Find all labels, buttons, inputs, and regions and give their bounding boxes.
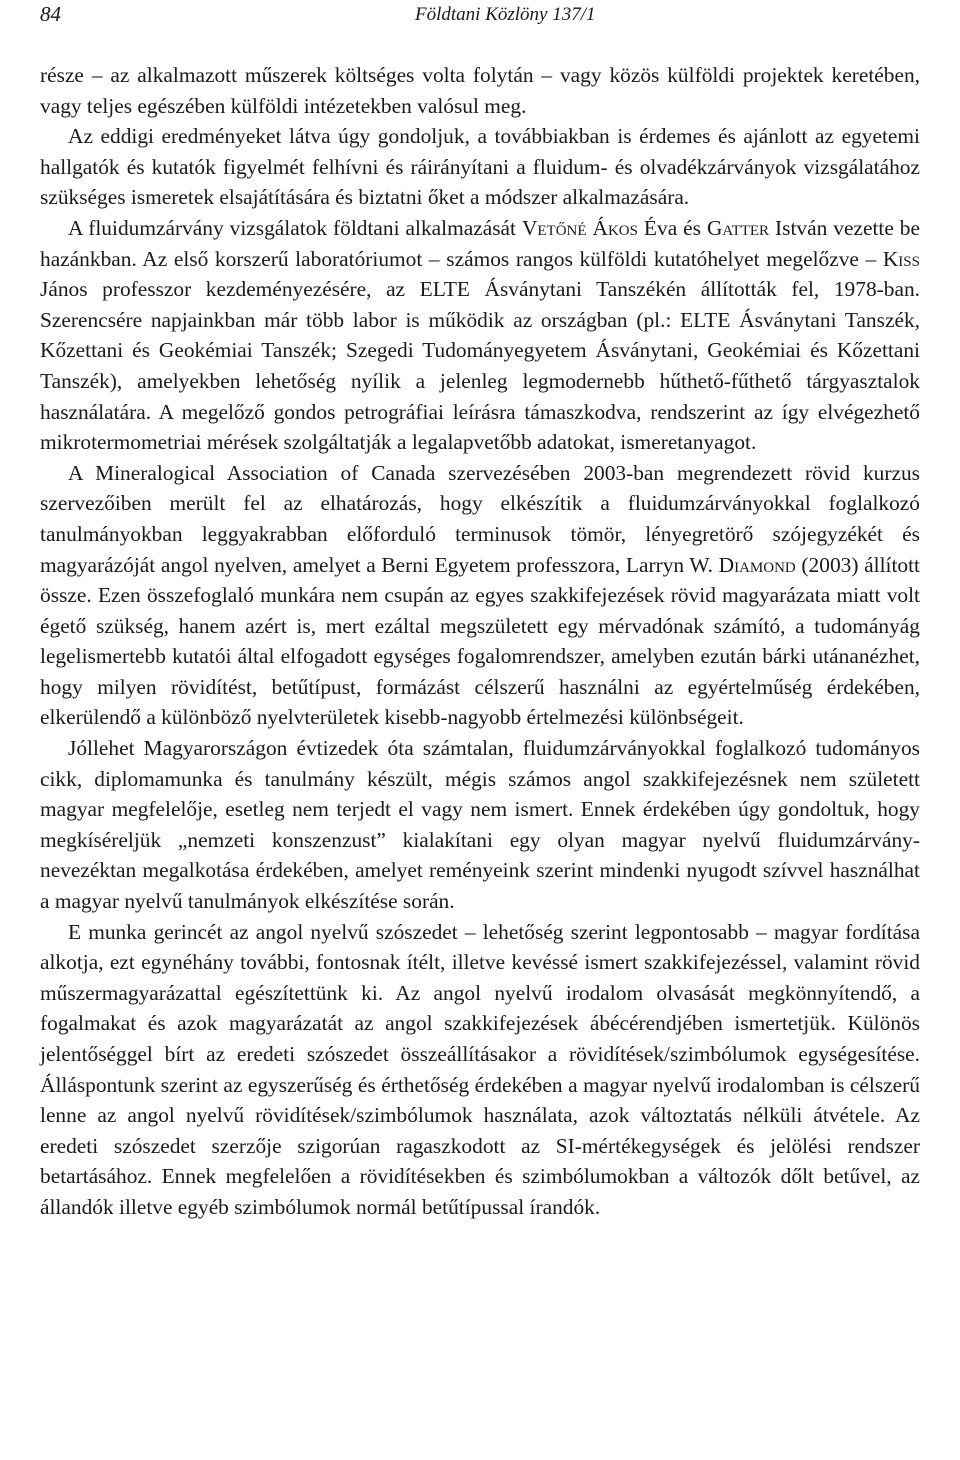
author-name-gatter: Gatter xyxy=(706,215,770,240)
paragraph-3 xyxy=(40,213,920,458)
page-number: 84 xyxy=(40,2,61,26)
paragraph-4 xyxy=(40,458,920,733)
paragraph-4-text-b: (2003) állított össze. Ezen összefoglaló munkára nem csupán az egyes szakkifejezések rövid magyarázata miatt volt égető szükség, hanem azért is, mert ezáltal megszületett egy mérvadónak számító, a tudományág legelismertebb kutatói által elfogadott egységes fogalomrendszer, amelyben ezután bárki utánanézhet, hogy milyen rövidítést, betűtípust, formázást célszerű használni az egyértelműség érdekében, elkerülendő a különböző nyelvterületek kisebb-nagyobb értelmezési különbségeit. xyxy=(40,552,920,730)
paragraph-3-text-b: Éva és xyxy=(637,215,707,240)
paragraph-2: Az eddigi eredményeket látva úgy gondoljuk, a továbbiakban is érdemes és ajánlott az egyetemi hallgatók és kutatók figyelmét felhívni és ráirányítani a fluidum- és olvadékzárványok vizsgálatához szükséges ismeretek elsajátítására és biztatni őket a módszer alkalmazására. xyxy=(40,124,920,210)
paragraph-1: része – az alkalmazott műszerek költséges volta folytán – vagy közös külföldi projektek keretében, vagy teljes egészében külföldi intézetekben valósul meg. xyxy=(40,63,920,118)
author-name-kiss: Kiss xyxy=(882,246,920,271)
paragraph-6: E munka gerincét az angol nyelvű szószedet – lehetőség szerint legpontosabb – magyar fordítása alkotja, ezt egynéhány további, fontosnak ítélt, illetve kevéssé ismert szakkifejezéssel, valamint rövid műszermagyarázattal egészítettünk ki. Az angol nyelvű irodalom olvasását megkönnyítendő, a fogalmakat és azok magyarázatát az angol szakkifejezések ábécérendjében ismertetjük. Különös jelentőséggel bírt az eredeti szószedet összeállításakor a rövidítések/szimbólumok egységesítése. Álláspontunk szerint az egyszerűség és érthetőség érdekében a magyar nyelvű irodalomban is célszerű lenne az angol nyelvű rövidítések/szimbólumok használata, azok változtatás nélküli átvétele. Az eredeti szószedet szerzője szigorúan ragaszkodott az SI-mértékegységek és jelölési rendszer betartásához. Ennek megfelelően a rövidítésekben és szimbólumokban a változók dőlt betűvel, az állandók illetve egyéb szimbólumok normál betűtípussal írandók. xyxy=(40,919,920,1219)
paragraph-4-text-a: A Mineralogical Association of Canada szervezésében 2003-ban megrendezett rövid kurzus szervezőiben merült fel az elhatározás, hogy elkészítik a fluidumzárványokkal foglalkozó tanulmányokban leggyakrabban előforduló terminusok tömör, lényegretörő szójegyzékét és magyarázóját angol nyelven, amelyet a Berni Egyetem professzora, Larryn W. xyxy=(40,460,920,577)
author-name-vetone-akos: Vetőné Ákos xyxy=(521,215,638,240)
paragraph-3-text-c: István vezette be hazánkban. Az első korszerű laboratóriumot – számos rangos külföldi kutatóhelyet megelőzve – xyxy=(40,215,920,271)
running-header xyxy=(40,0,920,30)
paragraph-5: Jóllehet Magyarországon évtizedek óta számtalan, fluidumzárványokkal foglalkozó tudományos cikk, diplomamunka és tanulmány készült, mégis számos angol szakkifejezésnek nem született magyar megfelelője, esetleg nem terjedt el vagy nem ismert. Ennek érdekében úgy gondoltuk, hogy megkíséreljük „nemzeti konszenzust” kialakítani egy olyan magyar nyelvű fluidumzárvány-nevezéktan megalkotása érdekében, amelyet reményeink szerint mindenki nyugodt szívvel használhat a magyar nyelvű tanulmányok elkészítése során. xyxy=(40,736,920,914)
journal-title: Földtani Közlöny 137/1 xyxy=(415,4,596,25)
paragraph-3-text-d: János professzor kezdeményezésére, az ELTE Ásványtani Tanszékén állították fel, 1978-ban. Szerencsére napjainkban már több labor is működik az országban (pl.: ELTE Ásványtani Tanszék, Kőzettani és Geokémiai Tanszék; Szegedi Tudományegyetem Ásványtani, Geokémiai és Kőzettani Tanszék), amelyekben lehetőség nyílik a jelenleg legmodernebb hűthető-fűthető tárgyasztalok használatára. A megelőző gondos petrográfiai leírásra támaszkodva, rendszerint az így elvégezhető mikrotermometriai mérések szolgáltatják a legalapvetőbb adatokat, ismeretanyagot. xyxy=(40,277,920,455)
article-body xyxy=(40,60,920,1223)
author-name-diamond: Diamond xyxy=(718,552,796,577)
paragraph-3-text-a: A fluidumzárvány vizsgálatok földtani alkalmazását xyxy=(68,215,522,240)
